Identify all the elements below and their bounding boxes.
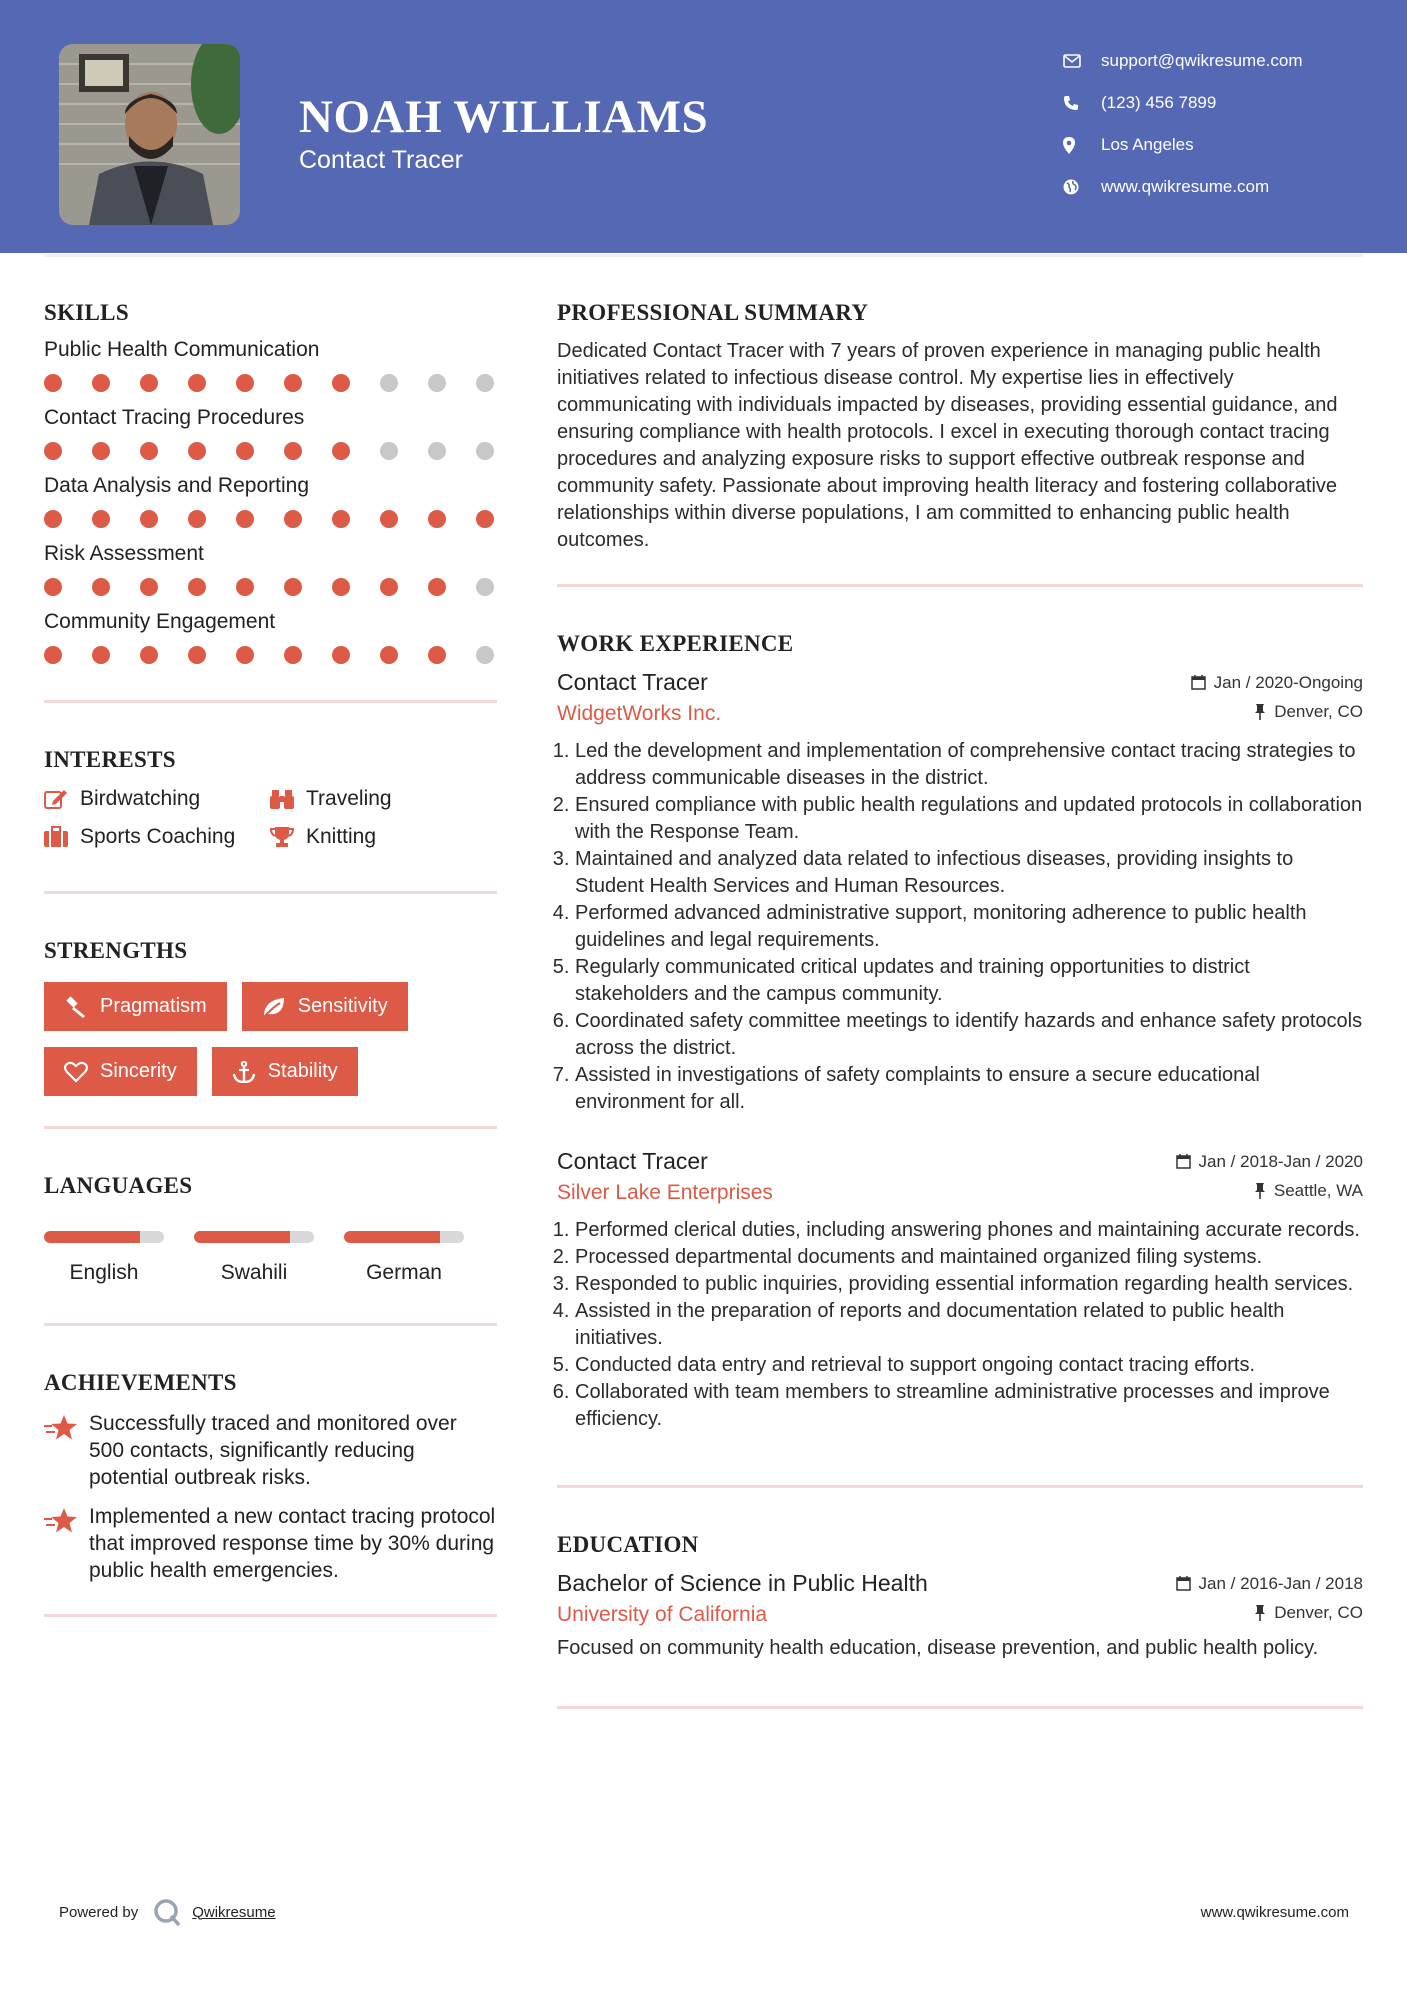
gavel-icon xyxy=(64,996,88,1018)
job-dates xyxy=(1191,673,1363,693)
skill-dot xyxy=(476,374,494,392)
skill-dot xyxy=(188,578,206,596)
contact-info xyxy=(1063,40,1303,208)
right-column xyxy=(557,300,1363,1709)
education-description: Focused on community health education, disease prevention, and public health policy. xyxy=(557,1637,1319,1659)
skill-dot xyxy=(44,510,62,528)
skill-item xyxy=(44,474,497,528)
job-location-text: Denver, CO xyxy=(1274,702,1363,721)
calendar-icon xyxy=(1176,1154,1191,1169)
education-heading: EDUCATION xyxy=(557,1532,699,1557)
degree-title: Bachelor of Science in Public Health xyxy=(557,1570,928,1596)
powered-by xyxy=(59,1897,276,1927)
star-icon xyxy=(44,1507,79,1535)
skill-dot xyxy=(332,442,350,460)
contact-website[interactable] xyxy=(1063,166,1303,208)
skill-dot xyxy=(44,442,62,460)
job-bullet: 3. Responded to public inquiries, providing essential information regarding health services. xyxy=(575,1271,1363,1298)
skill-dot xyxy=(92,374,110,392)
interests-heading: INTERESTS xyxy=(44,747,176,772)
section-divider xyxy=(44,700,497,703)
education-entry xyxy=(557,1570,1363,1662)
powered-by-text: Powered by xyxy=(59,1903,139,1921)
job-bullets xyxy=(557,738,1363,1116)
job-bullet: 5. Conducted data entry and retrieval to support ongoing contact tracing efforts. xyxy=(575,1352,1363,1379)
skill-rating xyxy=(44,442,494,460)
job-bullet: 6. Collaborated with team members to streamline administrative processes and improve efficiency. xyxy=(575,1379,1363,1433)
languages-heading: LANGUAGES xyxy=(44,1173,193,1198)
footer-website[interactable]: www.qwikresume.com xyxy=(1200,1903,1349,1921)
strength-label: Stability xyxy=(267,1060,338,1082)
skill-dot xyxy=(380,510,398,528)
achievement-item xyxy=(44,1410,497,1491)
email-text: support@qwikresume.com xyxy=(1101,51,1303,70)
strength-tag xyxy=(44,1047,197,1096)
edit-icon xyxy=(44,788,68,810)
skill-dot xyxy=(236,646,254,664)
skill-dot xyxy=(188,510,206,528)
skill-dot xyxy=(428,374,446,392)
skill-dot xyxy=(476,442,494,460)
skill-dot xyxy=(332,510,350,528)
briefcase-icon xyxy=(44,826,68,848)
calendar-icon xyxy=(1176,1576,1191,1591)
left-column xyxy=(44,300,497,1617)
skill-dot xyxy=(236,510,254,528)
skill-dot xyxy=(332,578,350,596)
skill-name: Risk Assessment xyxy=(44,542,204,565)
interest-label: Traveling xyxy=(306,787,392,810)
job-company: Silver Lake Enterprises xyxy=(557,1181,773,1204)
school-name: University of California xyxy=(557,1603,768,1626)
skill-dot xyxy=(44,578,62,596)
header-divider xyxy=(44,254,1363,257)
job-dates xyxy=(1176,1152,1363,1172)
language-name: Swahili xyxy=(220,1261,288,1284)
skill-dot xyxy=(92,646,110,664)
skill-dot xyxy=(44,646,62,664)
strengths-heading: STRENGTHS xyxy=(44,938,188,963)
skill-dot xyxy=(284,646,302,664)
skill-rating xyxy=(44,646,494,664)
binoculars-icon xyxy=(270,788,294,810)
phone-icon xyxy=(1063,95,1101,111)
interest-item xyxy=(44,787,270,811)
skill-dot xyxy=(428,578,446,596)
achievements-list xyxy=(44,1410,497,1584)
skill-dot xyxy=(92,442,110,460)
skill-dot xyxy=(428,646,446,664)
language-name: German xyxy=(366,1261,442,1284)
website-text: www.qwikresume.com xyxy=(1101,177,1270,196)
skill-dot xyxy=(188,374,206,392)
skill-dot xyxy=(380,374,398,392)
skill-dot xyxy=(380,646,398,664)
strengths-list xyxy=(44,982,497,1096)
job-bullet: 2. Processed departmental documents and maintained organized filing systems. xyxy=(575,1244,1363,1271)
job-location xyxy=(1254,1181,1363,1201)
job-title: Contact Tracer xyxy=(557,669,708,695)
job-dates-text: Jan / 2018-Jan / 2020 xyxy=(1198,1151,1363,1171)
skill-dot xyxy=(332,374,350,392)
interest-label: Sports Coaching xyxy=(80,825,236,848)
job-title: Contact Tracer xyxy=(557,1148,708,1174)
education-location xyxy=(1254,1603,1363,1623)
job-bullet: 4. Assisted in the preparation of reports and documentation related to public health initiatives. xyxy=(575,1298,1363,1352)
skill-name: Data Analysis and Reporting xyxy=(44,474,309,497)
section-divider xyxy=(557,584,1363,587)
envelope-icon xyxy=(1063,54,1101,68)
contact-location xyxy=(1063,124,1303,166)
location-text: Los Angeles xyxy=(1101,135,1194,154)
skill-dot xyxy=(236,578,254,596)
job-entry xyxy=(557,1148,1363,1433)
skill-rating xyxy=(44,374,494,392)
section-divider xyxy=(44,1614,497,1617)
strength-label: Sensitivity xyxy=(297,995,388,1017)
strength-tag xyxy=(212,1047,358,1096)
skill-item xyxy=(44,610,497,664)
language-item xyxy=(194,1231,344,1285)
strength-label: Pragmatism xyxy=(100,995,207,1017)
skill-item xyxy=(44,542,497,596)
heart-icon xyxy=(64,1061,88,1083)
interest-item xyxy=(270,787,496,811)
section-divider xyxy=(44,1126,497,1129)
qwikresume-link[interactable]: Qwikresume xyxy=(192,1903,276,1921)
candidate-name: NOAH WILLIAMS xyxy=(299,91,709,143)
interest-label: Birdwatching xyxy=(80,787,201,810)
language-item xyxy=(44,1231,194,1285)
strength-label: Sincerity xyxy=(100,1060,177,1082)
resume-header xyxy=(0,0,1407,253)
qwikresume-logo-icon xyxy=(152,1897,182,1927)
contact-phone[interactable] xyxy=(1063,82,1303,124)
interest-item xyxy=(270,825,496,849)
skill-rating xyxy=(44,578,494,596)
skill-dot xyxy=(476,646,494,664)
skill-dot xyxy=(140,510,158,528)
strength-tag xyxy=(44,982,227,1031)
skill-dot xyxy=(140,646,158,664)
education-dates xyxy=(1176,1574,1363,1594)
skill-dot xyxy=(140,578,158,596)
leaf-icon xyxy=(262,996,286,1018)
interest-label: Knitting xyxy=(306,825,377,848)
skill-name: Contact Tracing Procedures xyxy=(44,406,305,429)
language-bar-fill xyxy=(344,1231,440,1243)
trophy-icon xyxy=(270,826,294,848)
job-bullet: 5. Regularly communicated critical updates and training opportunities to district stakeholders and the campus community. xyxy=(575,954,1363,1008)
skill-rating xyxy=(44,510,494,528)
pin-icon xyxy=(1254,704,1266,720)
language-bar-fill xyxy=(194,1231,290,1243)
skill-dot xyxy=(428,510,446,528)
language-bar xyxy=(194,1231,314,1243)
language-bar-fill xyxy=(44,1231,140,1243)
job-bullet: 1. Performed clerical duties, including answering phones and maintaining accurate records. xyxy=(575,1217,1363,1244)
skill-dot xyxy=(428,442,446,460)
skill-dot xyxy=(188,646,206,664)
skill-dot xyxy=(236,442,254,460)
skill-dot xyxy=(92,578,110,596)
education-dates-text: Jan / 2016-Jan / 2018 xyxy=(1198,1573,1363,1593)
section-divider xyxy=(44,891,497,894)
job-dates-text: Jan / 2020-Ongoing xyxy=(1213,672,1363,692)
language-name: English xyxy=(69,1261,139,1284)
map-marker-icon xyxy=(1063,137,1101,154)
experience-heading: WORK EXPERIENCE xyxy=(557,631,794,656)
skill-dot xyxy=(284,442,302,460)
skill-dot xyxy=(476,510,494,528)
candidate-title: Contact Tracer xyxy=(299,146,463,174)
section-divider xyxy=(557,1706,1363,1709)
skill-dot xyxy=(44,374,62,392)
calendar-icon xyxy=(1191,675,1206,690)
skill-dot xyxy=(284,578,302,596)
skill-dot xyxy=(284,510,302,528)
pin-icon xyxy=(1254,1605,1266,1621)
job-bullets xyxy=(557,1217,1363,1433)
skills-heading: SKILLS xyxy=(44,300,129,325)
achievements-heading: ACHIEVEMENTS xyxy=(44,1370,237,1395)
skill-dot xyxy=(188,442,206,460)
star-icon xyxy=(44,1414,79,1442)
language-bar xyxy=(344,1231,464,1243)
language-bar xyxy=(44,1231,164,1243)
section-divider xyxy=(557,1485,1363,1488)
pin-icon xyxy=(1254,1183,1266,1199)
skill-dot xyxy=(380,442,398,460)
footer xyxy=(59,1897,1349,1927)
skill-dot xyxy=(380,578,398,596)
languages-list xyxy=(44,1231,497,1285)
skill-dot xyxy=(284,374,302,392)
summary-heading: PROFESSIONAL SUMMARY xyxy=(557,300,869,325)
skill-item xyxy=(44,406,497,460)
interests-list xyxy=(44,787,497,849)
job-bullet: 3. Maintained and analyzed data related to infectious diseases, providing insights to Student Health Services and Human Resources. xyxy=(575,846,1363,900)
job-location-text: Seattle, WA xyxy=(1273,1181,1363,1200)
job-company: WidgetWorks Inc. xyxy=(557,702,722,725)
contact-email[interactable] xyxy=(1063,40,1303,82)
education-location-text: Denver, CO xyxy=(1274,1603,1363,1622)
job-bullet: 4. Performed advanced administrative support, monitoring adherence to public health guidelines and legal requirements. xyxy=(575,900,1363,954)
achievement-text: Implemented a new contact tracing protocol that improved response time by 30% during public health emergencies. xyxy=(89,1505,496,1582)
skill-name: Community Engagement xyxy=(44,610,276,633)
skill-item xyxy=(44,338,497,392)
phone-text: (123) 456 7899 xyxy=(1101,93,1217,112)
skill-dot xyxy=(332,646,350,664)
achievement-text: Successfully traced and monitored over 500 contacts, significantly reducing potential outbreak risks. xyxy=(89,1412,457,1489)
globe-icon xyxy=(1063,179,1101,195)
job-bullet: 6. Coordinated safety committee meetings to identify hazards and enhance safety protocols across the district. xyxy=(575,1008,1363,1062)
job-location xyxy=(1254,702,1363,722)
section-divider xyxy=(44,1323,497,1326)
job-bullet: 7. Assisted in investigations of safety complaints to ensure a secure educational environment for all. xyxy=(575,1062,1363,1116)
summary-text: Dedicated Contact Tracer with 7 years of proven experience in managing public health initiatives related to infectious disease control. My expertise lies in effectively communicating with individuals impacted by diseases, providing essential guidance, and ensuring compliance with health protocols. I excel in executing thorough contact tracing procedures and analyzing exposure risks to support effective outbreak response and community safety. Passionate about improving health literacy and fostering collaborative relationships within diverse populations, I am committed to enhancing public health outcomes. xyxy=(557,340,1338,551)
skill-dot xyxy=(236,374,254,392)
skills-list xyxy=(44,338,497,664)
skill-dot xyxy=(92,510,110,528)
skill-dot xyxy=(140,374,158,392)
skill-name: Public Health Communication xyxy=(44,338,320,361)
job-bullet: 1. Led the development and implementation of comprehensive contact tracing strategies to address communicable diseases in the district. xyxy=(575,738,1363,792)
skill-dot xyxy=(476,578,494,596)
language-item xyxy=(344,1231,494,1285)
skill-dot xyxy=(140,442,158,460)
strength-tag xyxy=(242,982,408,1031)
job-entry xyxy=(557,669,1363,1116)
job-bullet: 2. Ensured compliance with public health regulations and updated protocols in collaboration with the Response Team. xyxy=(575,792,1363,846)
profile-photo xyxy=(59,44,240,225)
achievement-item xyxy=(44,1503,497,1584)
anchor-icon xyxy=(232,1061,256,1083)
interest-item xyxy=(44,825,270,849)
